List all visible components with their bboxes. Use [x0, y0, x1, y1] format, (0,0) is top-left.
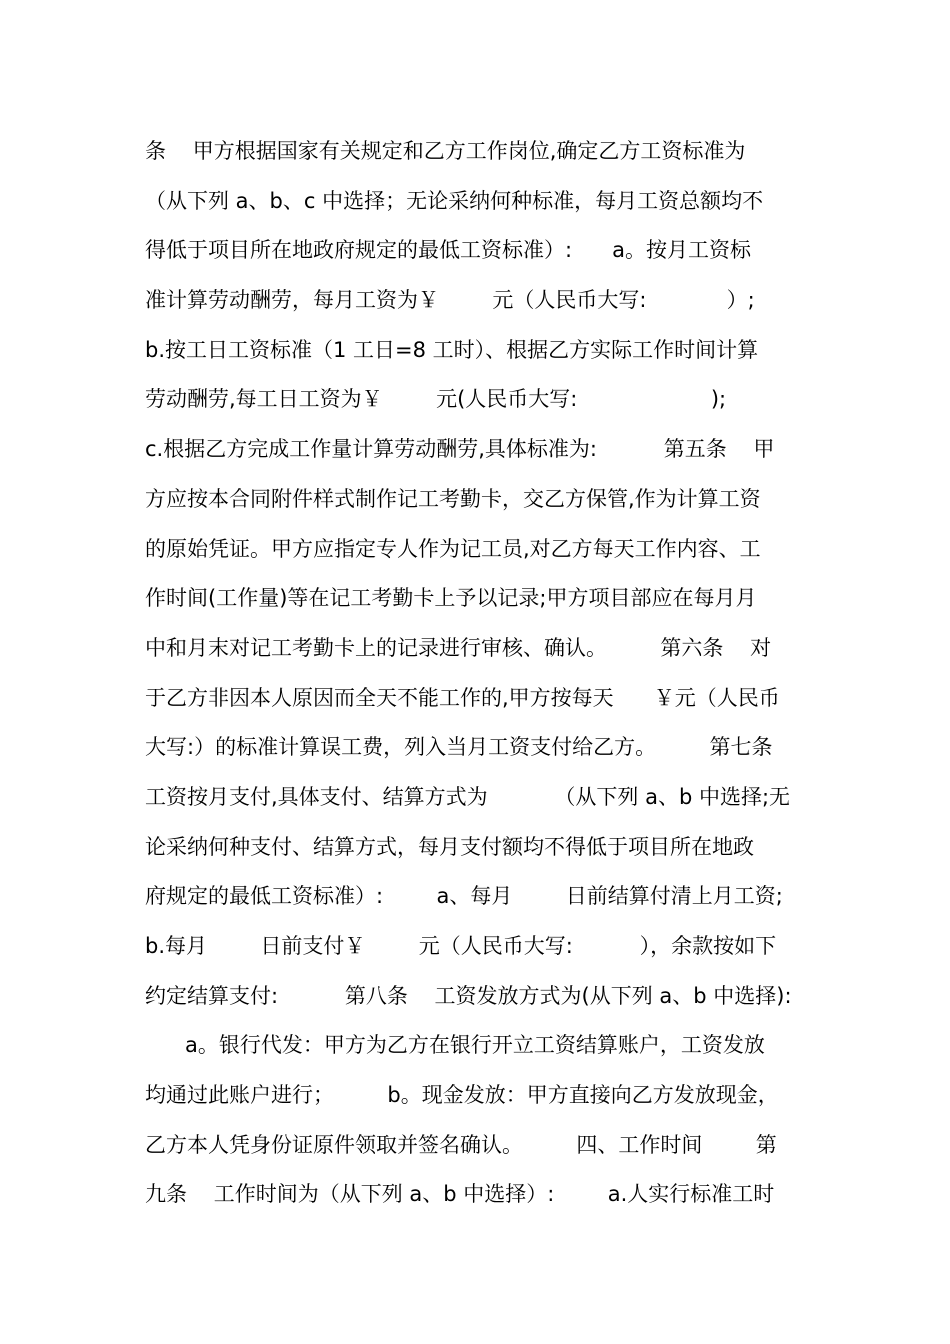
text-line: 准计算劳动酬劳，每月工资为￥ 元（人民币大写: ）; — [145, 288, 755, 313]
text-line: b.每月 日前支付￥ 元（人民币大写: ），余款按如下 — [145, 934, 777, 958]
text-line: 得低于项目所在地政府规定的最低工资标准）: a。按月工资标 — [145, 238, 751, 263]
text-line: 工资按月支付,具体支付、结算方式为 （从下列 a、b 中选择;无 — [145, 784, 791, 809]
text-line: 的原始凭证。甲方应指定专人作为记工员,对乙方每天工作内容、工 — [145, 536, 761, 561]
text-line: 劳动酬劳,每工日工资为￥ 元(人民币大写: ); — [145, 387, 727, 412]
text-line: 方应按本合同附件样式制作记工考勤卡，交乙方保管,作为计算工资 — [145, 486, 761, 511]
text-line: 条 甲方根据国家有关规定和乙方工作岗位,确定乙方工资标准为 — [145, 139, 746, 163]
text-line: b.按工日工资标准（1 工日=8 工时）、根据乙方实际工作时间计算 — [145, 337, 759, 362]
text-line: 乙方本人凭身份证原件领取并签名确认。 四、工作时间 第 — [145, 1132, 777, 1157]
text-line: 于乙方非因本人原因而全天不能工作的,甲方按每天 ￥元（人民币 — [145, 685, 780, 710]
text-line: 作时间(工作量)等在记工考勤卡上予以记录;甲方项目部应在每月月 — [145, 586, 757, 611]
text-line: 论采纳何种支付、结算方式，每月支付额均不得低于项目所在地政 — [145, 834, 754, 859]
text-line: a。银行代发：甲方为乙方在银行开立工资结算账户，工资发放 — [145, 1033, 765, 1058]
text-line: 九条 工作时间为（从下列 a、b 中选择）: a.人实行标准工时 — [145, 1182, 775, 1207]
contract-body-text — [145, 127, 815, 1220]
text-line: （从下列 a、b、c 中选择；无论采纳何种标准，每月工资总额均不 — [145, 188, 764, 213]
text-line: 府规定的最低工资标准）: a、每月 日前结算付清上月工资; — [145, 884, 783, 909]
text-line: 中和月末对记工考勤卡上的记录进行审核、确认。 第六条 对 — [145, 635, 772, 660]
text-line: 大写:）的标准计算误工费，列入当月工资支付给乙方。 第七条 — [145, 735, 773, 760]
text-line: 均通过此账户进行； b。现金发放：甲方直接向乙方发放现金， — [145, 1083, 779, 1108]
text-line: 约定结算支付: 第八条 工资发放方式为(从下列 a、b 中选择): — [145, 983, 792, 1008]
text-line: c.根据乙方完成工作量计算劳动酬劳,具体标准为: 第五条 甲 — [145, 437, 775, 462]
